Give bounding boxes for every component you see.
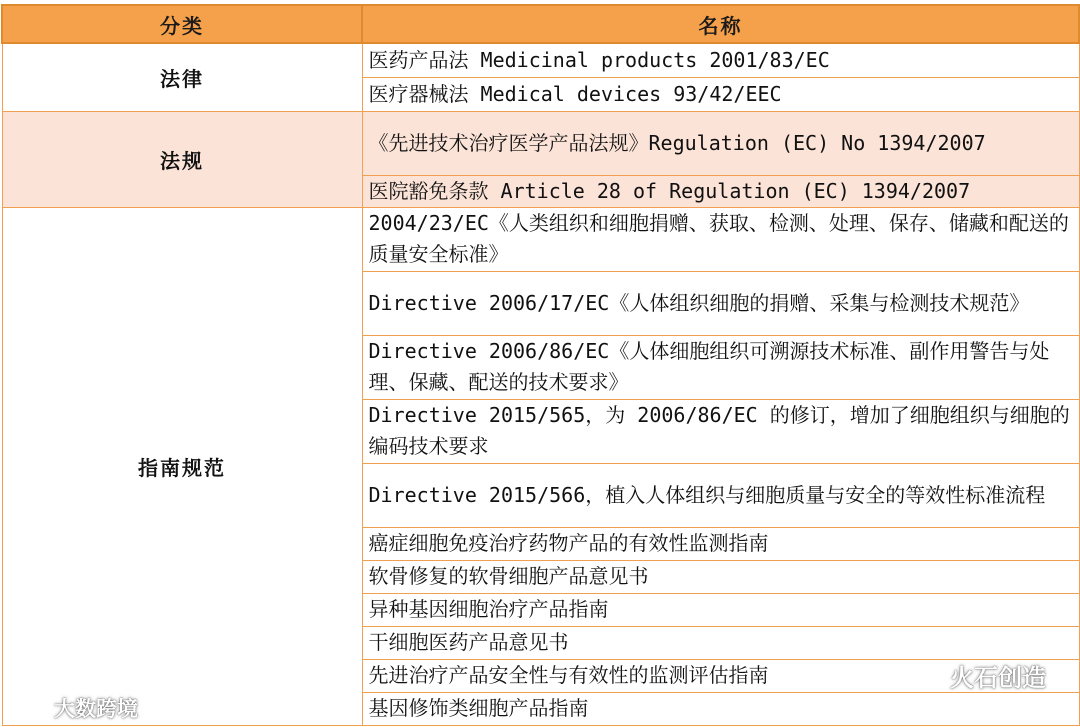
wechat-icon (910, 662, 944, 690)
watermark-left-text: 大数跨境 (54, 697, 138, 721)
header-category: 分类 (2, 5, 362, 43)
item-cell: 2004/23/EC《人类组织和细胞捐赠、获取、检测、处理、保存、储藏和配送的质量安全标准》 (362, 207, 1079, 271)
item-cell: 医疗器械法 Medical devices 93/42/EEC (362, 77, 1079, 111)
category-cell-regulation: 法规 (2, 111, 362, 207)
table-row (2, 43, 1079, 77)
table-row (2, 207, 1079, 271)
item-cell: 异种基因细胞治疗产品指南 (362, 593, 1079, 626)
item-cell: 医药产品法 Medicinal products 2001/83/EC (362, 43, 1079, 77)
item-cell: 基因修饰类细胞产品指南 (362, 692, 1079, 725)
item-cell: 医院豁免条款 Article 28 of Regulation (EC) 1394/2007 (362, 175, 1079, 207)
header-name: 名称 (362, 5, 1079, 43)
brand-logo-icon (6, 696, 50, 720)
item-cell: Directive 2015/566，植入人体组织与细胞质量与安全的等效性标准流程 (362, 463, 1079, 527)
item-cell: 《先进技术治疗医学产品法规》Regulation (EC) No 1394/2007 (362, 111, 1079, 175)
category-cell-guidelines: 指南规范 (2, 207, 362, 725)
item-cell: 先进治疗产品安全性与有效性的监测评估指南 (362, 659, 1079, 692)
table-row (2, 111, 1079, 175)
watermark-right (910, 658, 1046, 693)
item-cell: 软骨修复的软骨细胞产品意见书 (362, 560, 1079, 593)
item-cell: 癌症细胞免疫治疗药物产品的有效性监测指南 (362, 527, 1079, 560)
table-header-row (2, 5, 1079, 43)
watermark-left (6, 693, 138, 723)
item-cell: Directive 2015/565，为 2006/86/EC 的修订，增加了细胞组织与细胞的编码技术要求 (362, 399, 1079, 463)
watermark-right-text: 火石创造 (950, 664, 1046, 692)
item-cell: 干细胞医药产品意见书 (362, 626, 1079, 659)
item-cell: Directive 2006/86/EC《人体细胞组织可溯源技术标准、副作用警告与处理、保藏、配送的技术要求》 (362, 335, 1079, 399)
regulations-table (1, 4, 1080, 726)
item-cell: Directive 2006/17/EC《人体组织细胞的捐赠、采集与检测技术规范》 (362, 271, 1079, 335)
category-cell-law: 法律 (2, 43, 362, 111)
